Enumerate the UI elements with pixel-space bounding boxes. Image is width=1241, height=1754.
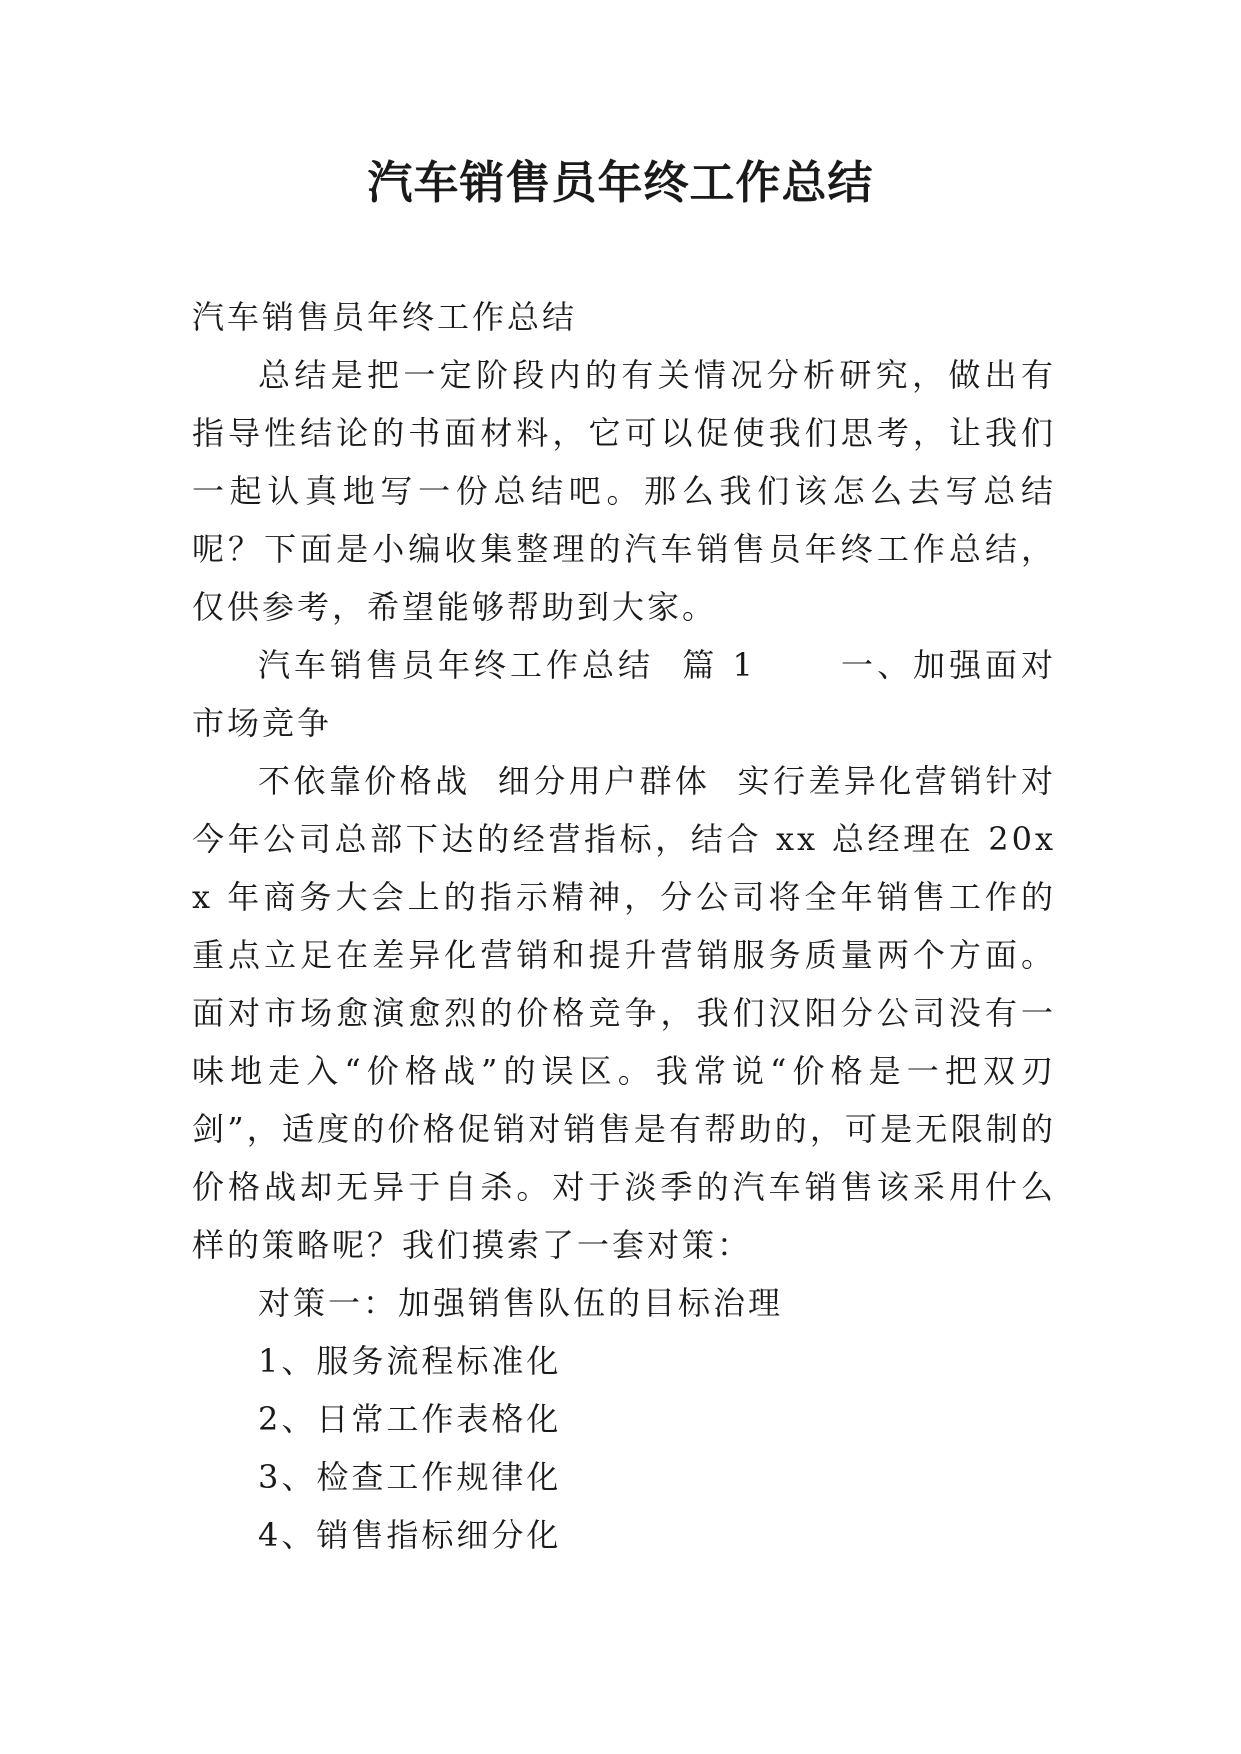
list-item: 3、检查工作规律化 (258, 1458, 562, 1496)
section-heading: 汽车销售员年终工作总结 篇 1 一、加强面对市场竞争 (192, 646, 1056, 742)
body-paragraph: 不依靠价格战 细分用户群体 实行差异化营销针对今年公司总部下达的经营指标，结合 xx 总经理在 20xx 年商务大会上的指示精神，分公司将全年销售工作的重点立足在差异化营销和提升营销服务质量两个方面。面对市场愈演愈烈的价格竞争，我们汉阳分公司没有一味地走入“价格战”的误区。我常说“价格是一把双刃剑”，适度的价格促销对销售是有帮助的，可是无限制的价格战却无异于自杀。对于淡季的汽车销售该采用什么样的策略呢？我们摸索了一套对策： (192, 762, 1056, 1264)
document-subtitle: 汽车销售员年终工作总结 (192, 298, 578, 336)
strategy-heading: 对策一：加强销售队伍的目标治理 (258, 1284, 784, 1322)
list-item: 4、销售指标细分化 (258, 1516, 562, 1554)
intro-paragraph: 总结是把一定阶段内的有关情况分析研究，做出有指导性结论的书面材料，它可以促使我们思考，让我们一起认真地写一份总结吧。那么我们该怎么去写总结呢？下面是小编收集整理的汽车销售员年终工作总结，仅供参考，希望能够帮助到大家。 (192, 356, 1056, 626)
document-body (192, 288, 1056, 1564)
list-item: 1、服务流程标准化 (258, 1342, 562, 1380)
list-item: 2、日常工作表格化 (258, 1400, 562, 1438)
document-title: 汽车销售员年终工作总结 (367, 156, 874, 209)
